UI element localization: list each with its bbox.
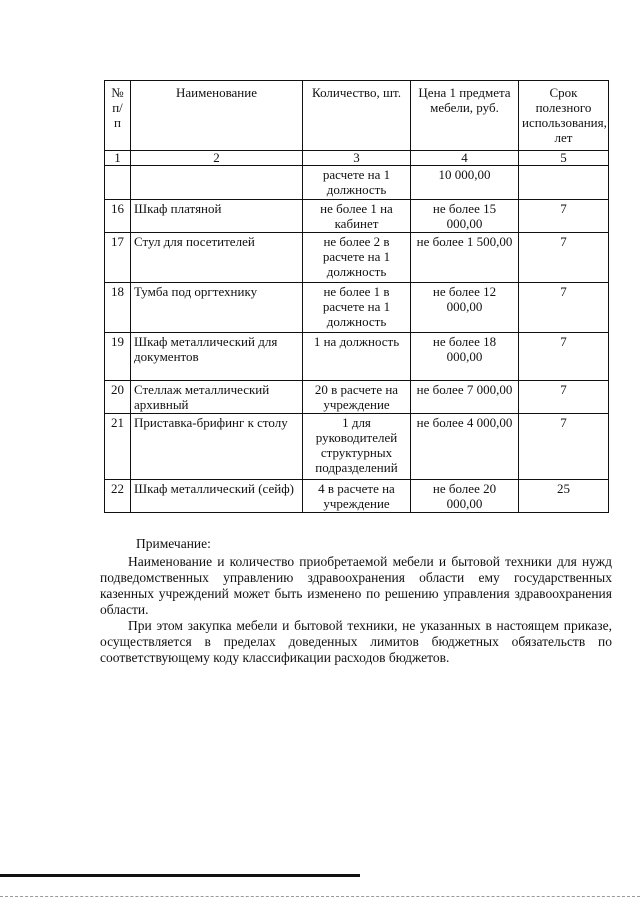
row-life: 7 (519, 283, 609, 333)
row-life: 7 (519, 414, 609, 480)
row-num (105, 166, 131, 200)
row-life: 7 (519, 333, 609, 381)
column-number: 2 (131, 151, 303, 166)
header-life: Срок полезного использования, лет (519, 81, 609, 151)
header-qty: Количество, шт. (303, 81, 411, 151)
row-life: 7 (519, 200, 609, 233)
row-qty: 4 в расчете на учреждение (303, 480, 411, 513)
row-name: Стул для посетителей (131, 233, 303, 283)
row-price: не более 15 000,00 (411, 200, 519, 233)
row-price: не более 20 000,00 (411, 480, 519, 513)
row-life: 25 (519, 480, 609, 513)
row-num: 17 (105, 233, 131, 283)
table-row (105, 283, 609, 333)
column-number-row (105, 151, 609, 166)
table-row (105, 414, 609, 480)
row-num: 19 (105, 333, 131, 381)
table-row (105, 166, 609, 200)
row-name: Шкаф металлический для документов (131, 333, 303, 381)
column-number: 5 (519, 151, 609, 166)
row-name (131, 166, 303, 200)
row-num: 18 (105, 283, 131, 333)
row-price: не более 18 000,00 (411, 333, 519, 381)
column-number: 1 (105, 151, 131, 166)
row-num: 20 (105, 381, 131, 414)
row-name: Шкаф платяной (131, 200, 303, 233)
row-qty: не более 2 в расчете на 1 должность (303, 233, 411, 283)
table-row (105, 233, 609, 283)
header-price: Цена 1 предмета мебели, руб. (411, 81, 519, 151)
furniture-table (104, 80, 609, 513)
row-num: 22 (105, 480, 131, 513)
note-title: Примечание: (136, 536, 211, 551)
row-qty: 1 для руководителей структурных подразделений (303, 414, 411, 480)
row-name: Приставка-брифинг к столу (131, 414, 303, 480)
row-qty: 20 в расчете на учреждение (303, 381, 411, 414)
row-qty: 1 на должность (303, 333, 411, 381)
header-num: № п/ п (105, 81, 131, 151)
note-section (100, 536, 612, 666)
bottom-rule (0, 874, 360, 877)
table-row (105, 200, 609, 233)
row-price: не более 4 000,00 (411, 414, 519, 480)
row-price: не более 1 500,00 (411, 233, 519, 283)
row-qty: расчете на 1 должность (303, 166, 411, 200)
scan-edge-dashes (0, 896, 640, 897)
note-paragraph: При этом закупка мебели и бытовой техники, не указанных в настоящем приказе, осуществляется в пределах доведенных лимитов бюджетных обязательств по соответствующему коду классификации расходов бюджетов. (100, 618, 612, 665)
row-price: не более 12 000,00 (411, 283, 519, 333)
table-header-row (105, 81, 609, 151)
row-num: 21 (105, 414, 131, 480)
row-life: 7 (519, 233, 609, 283)
row-price: 10 000,00 (411, 166, 519, 200)
table-row (105, 381, 609, 414)
row-life (519, 166, 609, 200)
row-life: 7 (519, 381, 609, 414)
header-name: Наименование (131, 81, 303, 151)
table-row (105, 480, 609, 513)
row-name: Стеллаж металлический архивный (131, 381, 303, 414)
table-row (105, 333, 609, 381)
row-price: не более 7 000,00 (411, 381, 519, 414)
row-num: 16 (105, 200, 131, 233)
column-number: 3 (303, 151, 411, 166)
row-qty: не более 1 на кабинет (303, 200, 411, 233)
column-number: 4 (411, 151, 519, 166)
note-paragraph: Наименование и количество приобретаемой мебели и бытовой техники для нужд подведомственных управлению здравоохранения области ему государственных казенных учреждений может быть изменено по решению управления здравоохранения области. (100, 554, 612, 617)
row-name: Шкаф металлический (сейф) (131, 480, 303, 513)
row-name: Тумба под оргтехнику (131, 283, 303, 333)
row-qty: не более 1 в расчете на 1 должность (303, 283, 411, 333)
